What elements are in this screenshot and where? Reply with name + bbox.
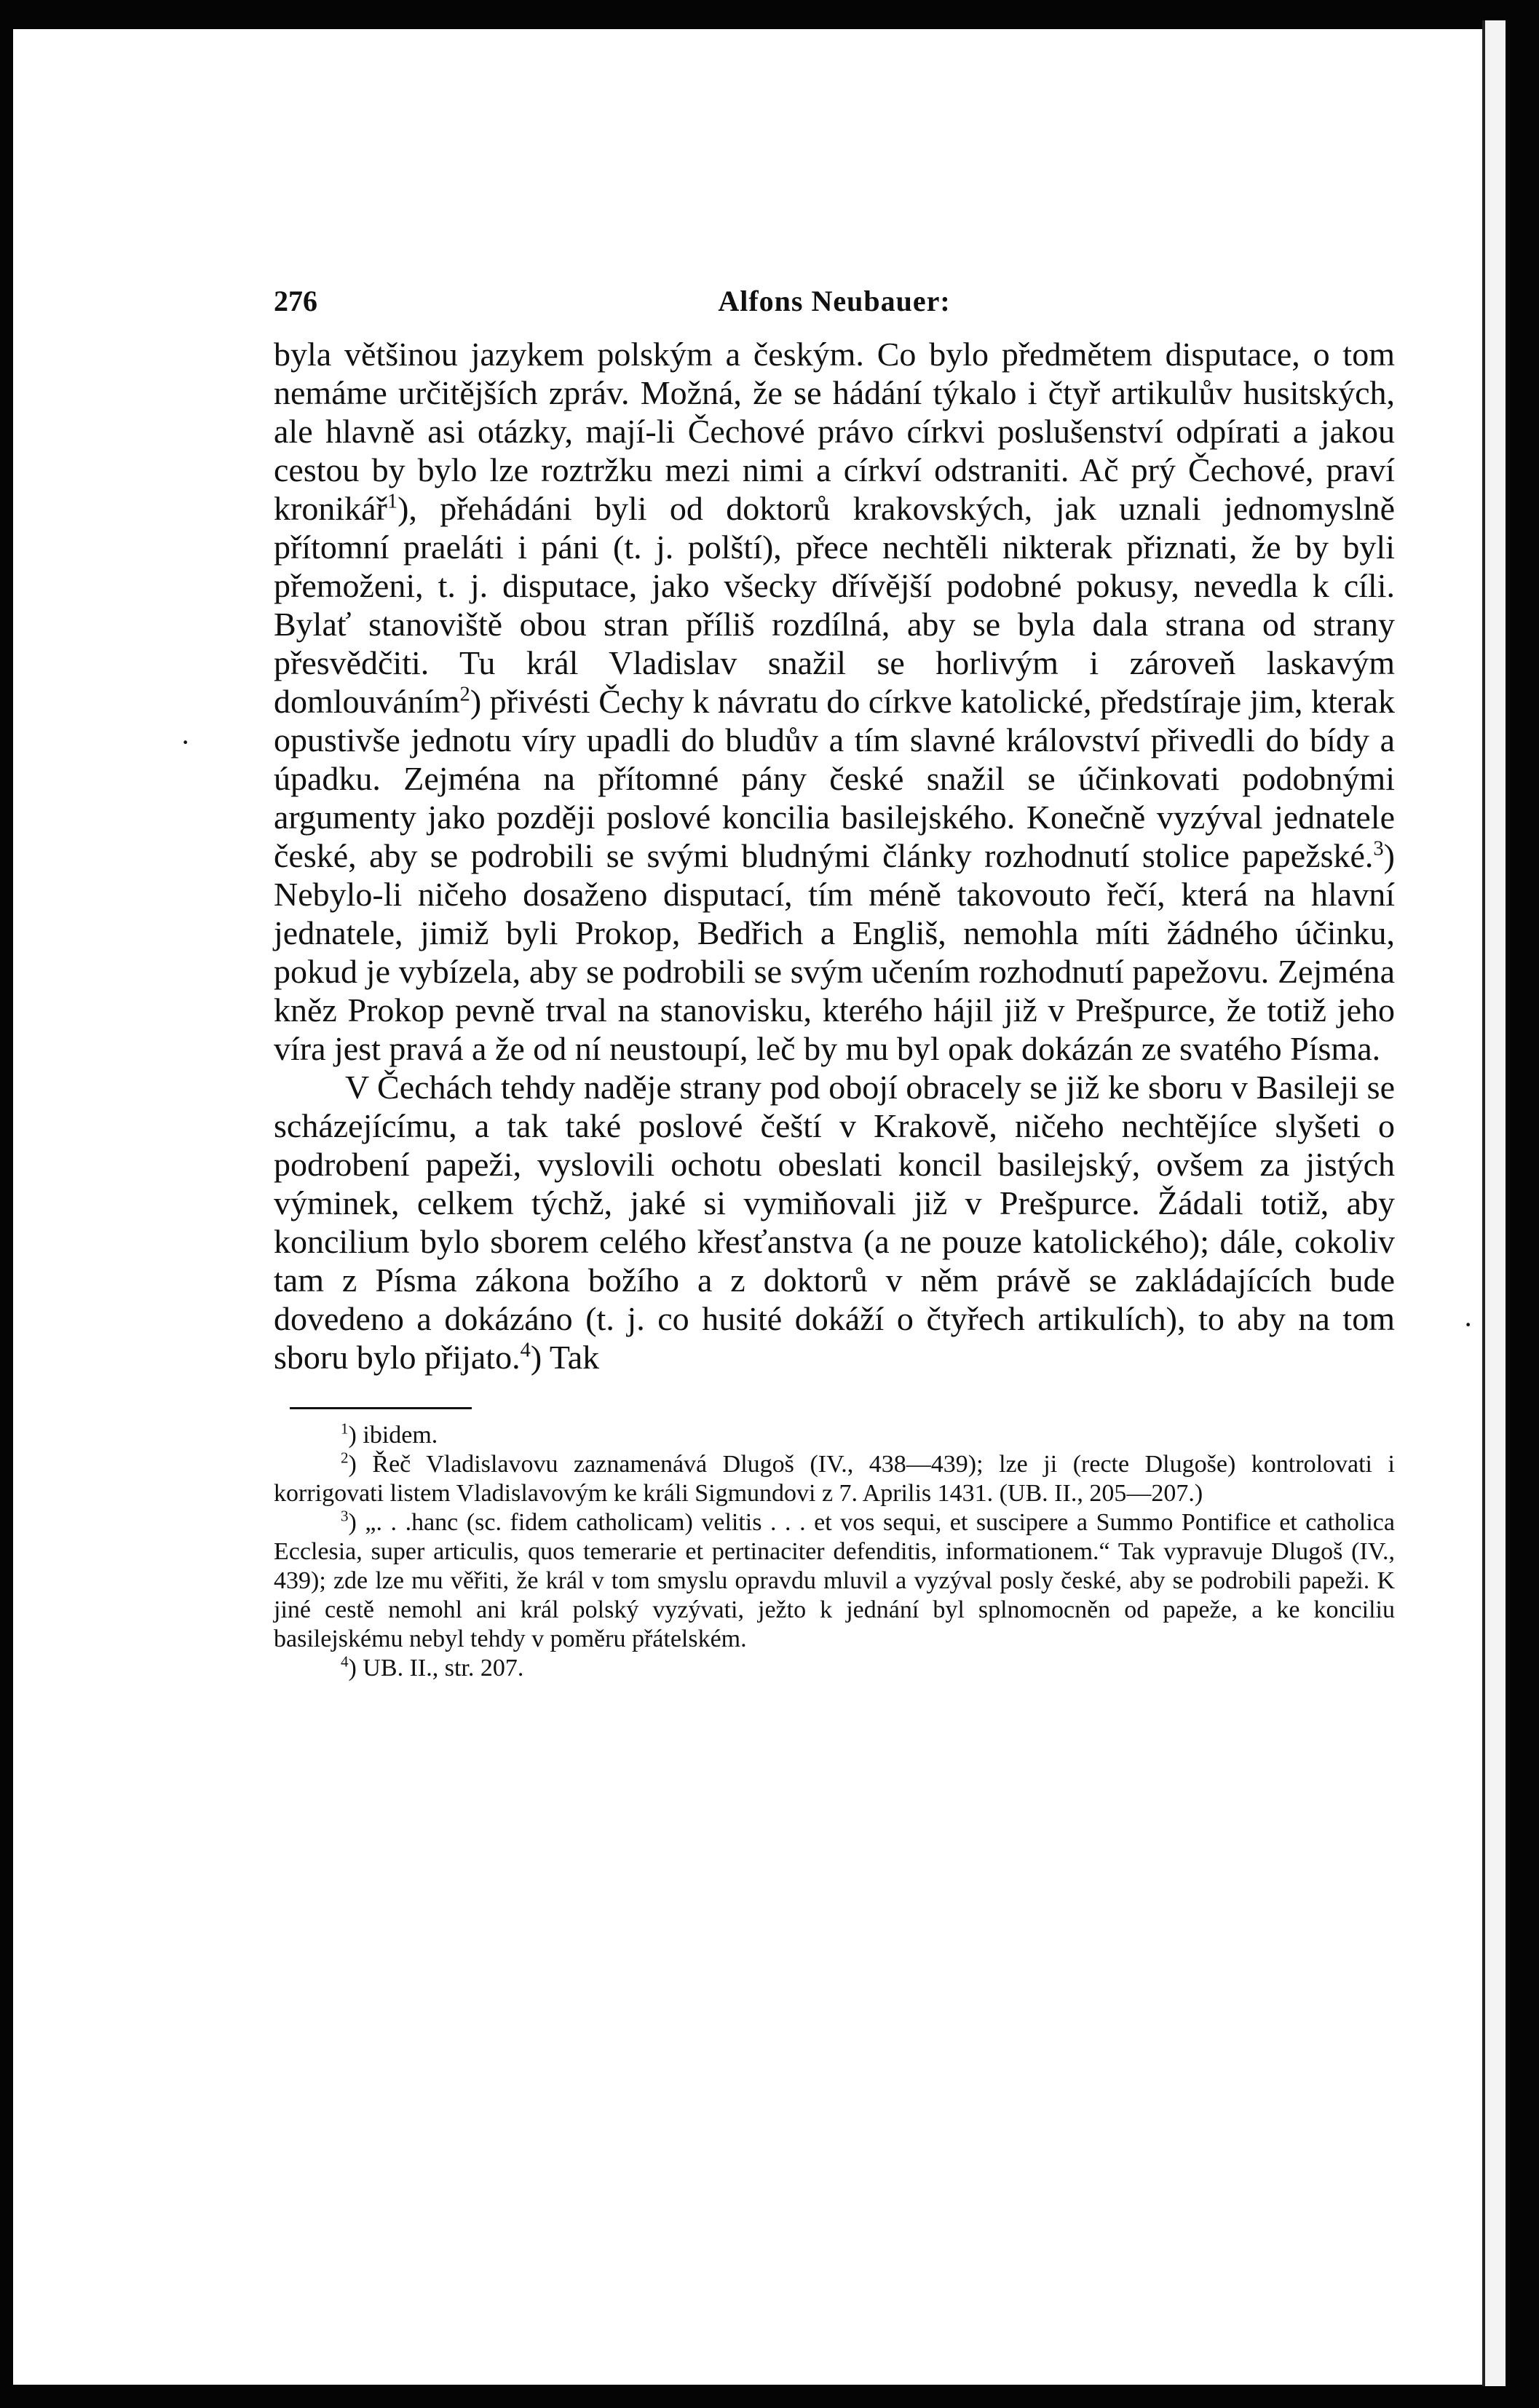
footnote — [274, 1508, 1395, 1654]
text-run: ) přivésti Čechy k návratu do církve katolické, předstíraje jim, kterak opustivše jednotu víry upadli do bludův a tím slavné království přivedli do bídy a úpadku. Zejména na přítomné pány české snažil se účinkovati podobnými argumenty jako později poslové koncilia basilejského. Konečně vyzýval jednatele české, aby se podrobili se svými bludnými články rozhodnutí stolice papežské. — [274, 683, 1395, 874]
page-content — [274, 284, 1395, 1683]
footnote-text: ) Řeč Vladislavovu zaznamenává Dlugoš (IV., 438—439); lze ji (recte Dlugoše) kontrolovati i korrigovati listem Vladislavovým ke králi Sigmundovi z 7. Aprilis 1431. (UB. II., 205—207.) — [274, 1451, 1395, 1507]
footnote-ref: 1 — [387, 490, 398, 513]
footnote-ref: 3 — [1373, 837, 1384, 860]
text-run: ) Nebylo-li ničeho dosaženo disputací, tím méně takovouto řečí, která na hlavní jednatele, jimiž byli Prokop, Bedřich a Engliš, nemohla míti žádného účinku, pokud je vybízela, aby se podrobili se svým učením rozhodnutí papežovu. Zejména kněz Prokop pevně trval na stanovisku, kterého hájil již v Prešpurce, že totiž jeho víra jest pravá a že od ní neustoupí, leč by mu byl opak dokázán ze svatého Písma. — [274, 837, 1395, 1067]
text-run: byla většinou jazykem polským a českým. Co bylo předmětem disputace, o tom nemáme určitějších zpráv. Možná, že se hádání týkalo i čtyř artikulův husitských, ale hlavně asi otázky, mají-li Čechové právo církvi poslušenství odpírati a jakou cestou by bylo lze roztržku mezi nimi a církví odstraniti. Ač prý Čechové, praví kronikář — [274, 336, 1395, 527]
running-head: Alfons Neubauer: — [718, 285, 951, 317]
footnote — [274, 1450, 1395, 1508]
paragraph — [274, 335, 1395, 1068]
footnote — [274, 1654, 1395, 1683]
footnote-divider — [290, 1407, 472, 1409]
text-run: ), přehádáni byli od doktorů krakovských, jak uznali jednomyslně přítomní praeláti i páni (t. j. polští), přece nechtěli nikterak přiznati, že by byli přemoženi, t. j. disputace, jako všecky dřívější podobné pokusy, nevedla k cíli. Bylať stanoviště obou stran příliš rozdílná, aby se byla dala strana od strany přesvědčiti. Tu král Vladislav snažil se horlivým i zároveň laskavým domlouváním — [274, 490, 1395, 720]
footnote-text: ) UB. II., str. 207. — [348, 1655, 524, 1682]
stray-mark: · — [1463, 1308, 1473, 1341]
footnote-text: ) „. . .hanc (sc. fidem catholicam) velitis . . . et vos sequi, et suscipere a Summo Pontifice et catholica Ecclesia, super articulis, quos temerarie et pertinaciter defenditis, informationem.“ Tak vypravuje Dlugoš (IV., 439); zde lze mu věřiti, že král v tom smyslu opravdu mluvil a vyzýval posly české, aby se podrobili papeži. K jiné cestě nemohl ani král polský vyzývati, ježto k jednání byl splnomocněn od papeže, a ke konciliu basilejskému nebyl tehdy v poměru přátelském. — [274, 1509, 1395, 1652]
footnote-text: ) ibidem. — [348, 1422, 438, 1449]
body-text — [274, 335, 1395, 1377]
paragraph — [274, 1068, 1395, 1377]
footnote-mark: 1 — [341, 1419, 349, 1438]
footnote-mark: 4 — [341, 1652, 349, 1671]
footnote-ref: 4 — [520, 1339, 531, 1362]
footnote — [274, 1421, 1395, 1450]
stray-mark: · — [181, 726, 191, 759]
page-number: 276 — [274, 285, 317, 317]
text-run: V Čechách tehdy naděje strany pod obojí obracely se již ke sboru v Basileji se scházejícímu, a tak také poslové čeští v Krakově, ničeho nechtějíce slyšeti o podrobení papeži, vyslovili ochotu obeslati koncil basilejský, ovšem za jistých výminek, celkem týchž, jaké si vymiňovali již v Prešpurce. Žádali totiž, aby koncilium bylo sborem celého křesťanstva (a ne pouze katolického); dále, cokoliv tam z Písma zákona božího a z doktorů v něm právě se zakládajících bude dovedeno a dokázáno (t. j. co husité dokáží o čtyřech artikulích), to aby na tom sboru bylo přijato. — [274, 1069, 1395, 1376]
page-edge — [1482, 20, 1506, 2386]
footnote-mark: 2 — [341, 1449, 349, 1467]
footnote-mark: 3 — [341, 1507, 349, 1525]
page-header — [274, 284, 1395, 335]
text-run: ) Tak — [530, 1339, 600, 1376]
footnote-ref: 2 — [459, 683, 470, 706]
footnotes — [274, 1421, 1395, 1683]
